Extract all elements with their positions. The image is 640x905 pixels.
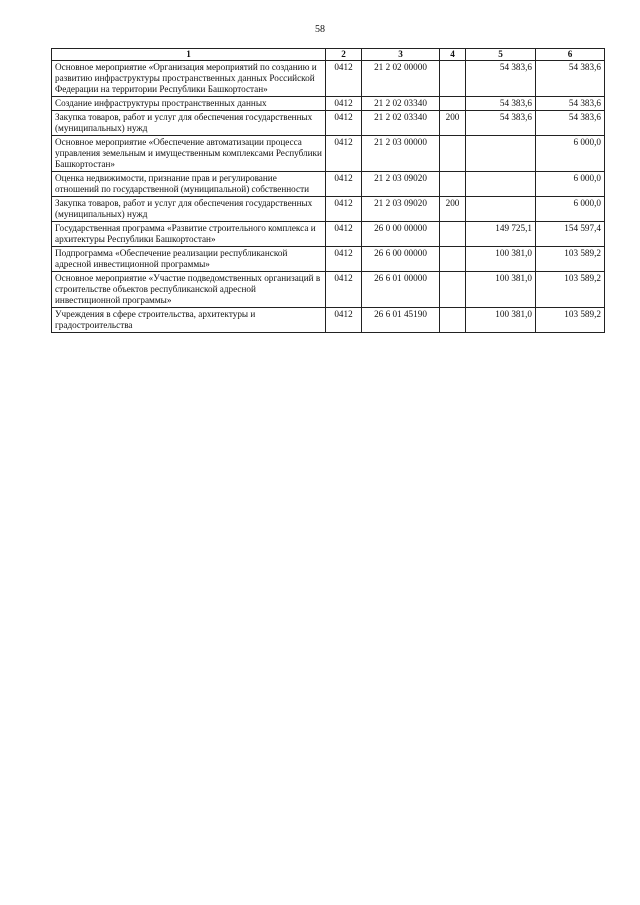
cell-section: 0412: [326, 61, 362, 97]
cell-kind: [440, 272, 466, 308]
cell-value-2: 103 589,2: [536, 247, 605, 272]
cell-value-1: 149 725,1: [466, 222, 536, 247]
column-header-kind: 4: [440, 49, 466, 61]
column-header-value-2: 6: [536, 49, 605, 61]
cell-section: 0412: [326, 136, 362, 172]
cell-value-1: [466, 197, 536, 222]
cell-section: 0412: [326, 172, 362, 197]
cell-kind: [440, 136, 466, 172]
table-row: [52, 222, 605, 247]
table-header: [52, 49, 605, 61]
cell-value-2: 6 000,0: [536, 172, 605, 197]
cell-value-1: 54 383,6: [466, 111, 536, 136]
cell-target: 21 2 02 03340: [362, 111, 440, 136]
cell-target: 21 2 03 09020: [362, 197, 440, 222]
cell-section: 0412: [326, 247, 362, 272]
column-header-target: 3: [362, 49, 440, 61]
cell-target: 26 6 00 00000: [362, 247, 440, 272]
cell-value-2: 54 383,6: [536, 61, 605, 97]
budget-table: [51, 48, 605, 333]
cell-kind: [440, 97, 466, 111]
table-row: [52, 308, 605, 333]
cell-section: 0412: [326, 222, 362, 247]
cell-value-2: 54 383,6: [536, 111, 605, 136]
cell-name: Основное мероприятие «Участие подведомственных организаций в строительстве объектов республиканской адресной инвестиционной программы»: [52, 272, 326, 308]
cell-kind: [440, 308, 466, 333]
cell-value-1: 54 383,6: [466, 61, 536, 97]
cell-name: Учреждения в сфере строительства, архитектуры и градостроительства: [52, 308, 326, 333]
cell-name: Государственная программа «Развитие строительного комплекса и архитектуры Республики Башкортостан»: [52, 222, 326, 247]
cell-value-2: 6 000,0: [536, 136, 605, 172]
cell-value-1: 100 381,0: [466, 308, 536, 333]
cell-target: 21 2 02 00000: [362, 61, 440, 97]
cell-name: Основное мероприятие «Обеспечение автоматизации процесса управления земельным и имущественным комплексами Республики Башкортостан»: [52, 136, 326, 172]
cell-value-1: [466, 136, 536, 172]
cell-kind: [440, 61, 466, 97]
cell-section: 0412: [326, 111, 362, 136]
cell-value-2: 154 597,4: [536, 222, 605, 247]
cell-kind: [440, 172, 466, 197]
cell-kind: 200: [440, 111, 466, 136]
cell-value-2: 54 383,6: [536, 97, 605, 111]
cell-value-2: 103 589,2: [536, 272, 605, 308]
cell-name: Закупка товаров, работ и услуг для обеспечения государственных (муниципальных) нужд: [52, 197, 326, 222]
cell-value-1: 100 381,0: [466, 247, 536, 272]
cell-value-1: [466, 172, 536, 197]
cell-section: 0412: [326, 308, 362, 333]
cell-target: 26 6 01 45190: [362, 308, 440, 333]
cell-target: 21 2 03 09020: [362, 172, 440, 197]
table-row: [52, 172, 605, 197]
cell-name: Основное мероприятие «Организация мероприятий по созданию и развитию инфраструктуры пространственных данных Российской Федерации на территории Республики Башкортостан»: [52, 61, 326, 97]
page-number: 58: [315, 24, 325, 35]
cell-value-2: 6 000,0: [536, 197, 605, 222]
column-header-section: 2: [326, 49, 362, 61]
table-row: [52, 272, 605, 308]
cell-name: Подпрограмма «Обеспечение реализации республиканской адресной инвестиционной программы»: [52, 247, 326, 272]
cell-target: 26 0 00 00000: [362, 222, 440, 247]
header-row: [52, 49, 605, 61]
cell-name: Создание инфраструктуры пространственных данных: [52, 97, 326, 111]
cell-value-1: 54 383,6: [466, 97, 536, 111]
table-row: [52, 61, 605, 97]
cell-value-2: 103 589,2: [536, 308, 605, 333]
cell-value-1: 100 381,0: [466, 272, 536, 308]
cell-section: 0412: [326, 197, 362, 222]
cell-name: Оценка недвижимости, признание прав и регулирование отношений по государственной (муниципальной) собственности: [52, 172, 326, 197]
column-header-value-1: 5: [466, 49, 536, 61]
column-header-name: 1: [52, 49, 326, 61]
table-row: [52, 111, 605, 136]
cell-kind: [440, 222, 466, 247]
table-row: [52, 247, 605, 272]
table-body: [52, 61, 605, 333]
cell-kind: [440, 247, 466, 272]
cell-target: 26 6 01 00000: [362, 272, 440, 308]
table-row: [52, 136, 605, 172]
cell-section: 0412: [326, 97, 362, 111]
table-row: [52, 197, 605, 222]
cell-target: 21 2 02 03340: [362, 97, 440, 111]
table-row: [52, 97, 605, 111]
cell-name: Закупка товаров, работ и услуг для обеспечения государственных (муниципальных) нужд: [52, 111, 326, 136]
cell-kind: 200: [440, 197, 466, 222]
cell-target: 21 2 03 00000: [362, 136, 440, 172]
cell-section: 0412: [326, 272, 362, 308]
